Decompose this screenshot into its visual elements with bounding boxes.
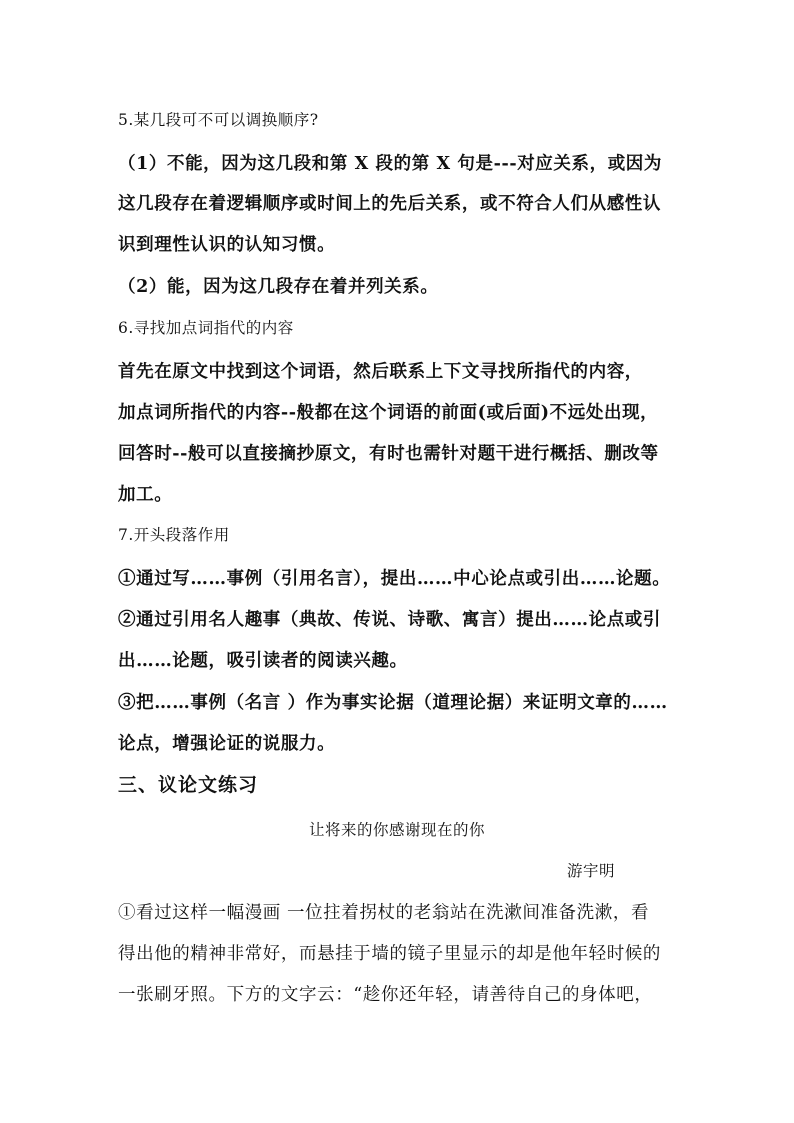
q7-line-4: ③把……事例（名言 ）作为事实论据（道理论据）来证明文章的…… <box>118 693 668 713</box>
q7-line-5: 论点，增强论证的说服力。 <box>118 734 336 754</box>
q7-line-3: 出……论题，吸引读者的阅读兴趣。 <box>118 651 408 671</box>
essay-line-2: 得出他的精神非常好，而悬挂于墙的镜子里显示的却是他年轻时候的 <box>118 944 661 964</box>
essay-line-3: 一张刷牙照。下方的文字云：“趁你还年轻，请善待自己的身体吧， <box>118 985 653 1005</box>
q5-line-3: 识到理性认识的认知习惯。 <box>118 235 336 255</box>
q6-line-4: 加工。 <box>118 485 173 505</box>
q7-line-2: ②通过引用名人趣事（典故、传说、诗歌、寓言）提出……论点或引 <box>118 610 661 630</box>
essay-line-1: ①看过这样一幅漫画 一位拄着拐杖的老翁站在洗漱间准备洗漱，看 <box>118 903 650 923</box>
q5-line-1: （1）不能，因为这几段和第 X 段的第 X 句是---对应关系，或因为 <box>118 154 662 174</box>
part3-heading: 三、议论文练习 <box>118 774 259 796</box>
q7-line-1: ①通过写……事例（引用名言），提出……中心论点或引出……论题。 <box>118 569 671 589</box>
q5-line-2: 这几段存在着逻辑顺序或时间上的先后关系，或不符合人们从感性认 <box>118 194 661 214</box>
essay-title: 让将来的你感谢现在的你 <box>308 821 485 839</box>
q5-heading: 5.某几段可不可以调换顺序? <box>118 111 319 129</box>
q6-line-3: 回答时--般可以直接摘抄原文，有时也需针对题干进行概括、删改等 <box>118 444 659 464</box>
q7-heading: 7.开头段落作用 <box>118 526 230 544</box>
q5-line-4: （2）能，因为这几段存在着并列关系。 <box>118 277 439 297</box>
q6-line-1: 首先在原文中找到这个词语，然后联系上下文寻找所指代的内容， <box>118 362 643 382</box>
q6-line-2: 加点词所指代的内容--般都在这个词语的前面(或后面)不远处出现， <box>118 403 659 423</box>
q6-heading: 6.寻找加点词指代的内容 <box>118 319 294 337</box>
essay-author: 游宇明 <box>567 862 616 880</box>
